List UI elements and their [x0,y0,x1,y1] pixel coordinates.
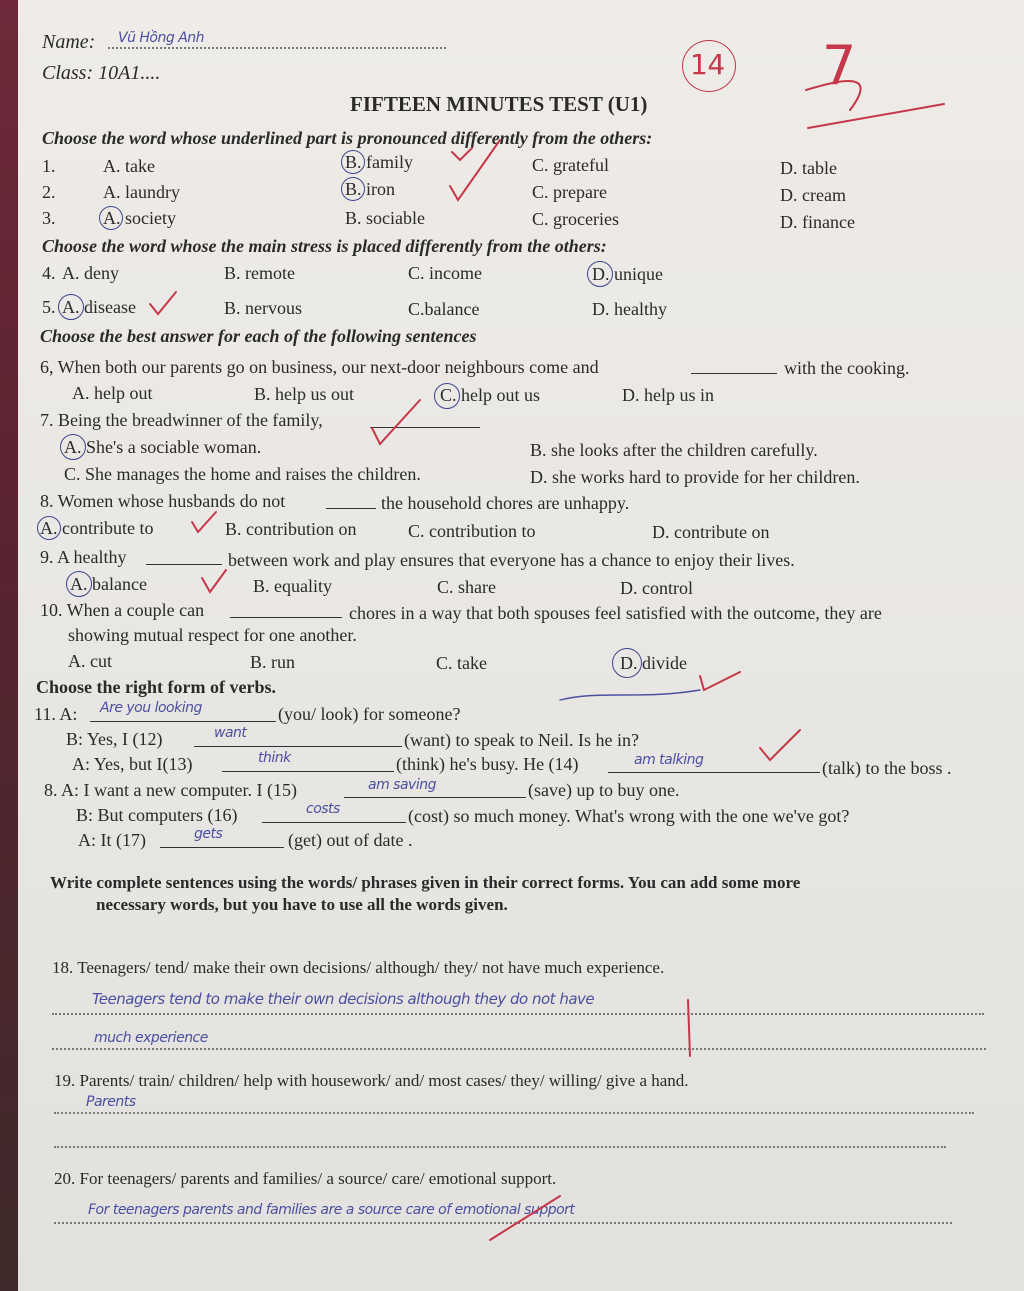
q3-option-b: B. sociable [345,208,425,228]
q8-option-b: B. contribution on [225,519,357,539]
score-mark: 14 [690,48,725,81]
q6-option-a: A. help out [72,383,153,403]
check-mark-q8 [192,512,216,532]
q13-text: (think) he's busy. He (14) [396,754,579,774]
q8-option-c: C. contribution to [408,521,536,541]
q1-option-d: D. table [780,158,837,178]
q5-number: 5. [42,297,56,317]
q6-option-c: C. help out us [440,385,541,405]
q9-stem-start: 9. A healthy [40,547,127,567]
q4-option-c: C. income [408,263,482,283]
q5-option-a: A. disease [62,297,136,317]
q10-option-b: B. run [250,652,295,672]
q17-text: (get) out of date . [288,830,413,850]
check-mark-q1 [452,148,472,160]
q9-option-c: C. share [437,577,496,597]
q7-option-b: B. she looks after the children carefully. [530,440,818,460]
q11-label: 11. A: [34,704,78,724]
q15-answer: am saving [368,777,436,793]
q5-option-c: C.balance [408,299,480,319]
q10-option-c: C. take [436,653,487,673]
q6-stem-end: with the cooking. [784,358,910,378]
q10-stem-end: chores in a way that both spouses feel satisfied with the outcome, they are [349,603,882,623]
q19-prompt: 19. Parents/ train/ children/ help with housework/ and/ most cases/ they/ willing/ give a hand. [54,1071,689,1090]
q17-answer: gets [194,826,223,842]
section2-instruction: Choose the word whose the main stress is placed differently from the others: [42,236,607,256]
name-label: Name: [42,31,96,53]
q3-option-a: A. society [103,208,176,228]
q8-option-d: D. contribute on [652,522,770,542]
q12-label: B: Yes, I (12) [66,729,163,749]
check-mark-q5 [150,292,176,314]
q8-option-a: A. contribute to [40,518,154,538]
q15-label: 8. A: I want a new computer. I (15) [44,780,297,800]
name-handwriting: Vũ Hồng Anh [118,30,205,46]
q8-stem-start: 8. Women whose husbands do not [40,491,286,511]
section1-instruction: Choose the word whose underlined part is pronounced differently from the others: [42,128,653,148]
q3-number: 3. [42,208,56,228]
q8-stem-end: the household chores are unhappy. [381,493,630,513]
q7-stem: 7. Being the breadwinner of the family, [40,410,323,430]
q3-option-c: C. groceries [532,209,619,229]
q18-prompt: 18. Teenagers/ tend/ make their own decisions/ although/ they/ not have much experience. [52,958,665,977]
q11-answer: Are you looking [100,700,202,716]
class-label: Class: 10A1.... [42,62,161,84]
q20-answer-line1: For teenagers parents and families are a source care of emotional support [88,1202,575,1218]
q5-option-b: B. nervous [224,298,302,318]
q16-answer: costs [306,801,340,817]
slash-q18 [688,1000,690,1056]
q1-option-c: C. grateful [532,155,609,175]
check-mark-q9 [202,570,226,592]
section5-instruction-line2: necessary words, but you have to use all the words given. [96,895,508,914]
slash-q20 [490,1196,560,1240]
q19-answer-line1: Parents [86,1094,136,1110]
q11-text: (you/ look) for someone? [278,704,461,724]
q10-option-d: D. divide [620,653,687,673]
q6-stem-start: 6, When both our parents go on business, our next-door neighbours come and [40,357,599,377]
grade-underline [808,104,944,128]
q7-option-d: D. she works hard to provide for her children. [530,467,860,487]
q14-text: (talk) to the boss . [822,758,952,778]
q12-answer: want [214,725,247,741]
check-mark-q2 [450,140,500,200]
section4-instruction: Choose the right form of verbs. [36,677,276,697]
q16-label: B: But computers (16) [76,805,238,825]
section3-instruction: Choose the best answer for each of the following sentences [40,326,477,346]
q10-stem-start: 10. When a couple can [40,600,205,620]
grade-swoosh [806,81,861,110]
q20-prompt: 20. For teenagers/ parents and families/ a source/ care/ emotional support. [54,1169,557,1188]
q10-option-a: A. cut [68,651,112,671]
q7-option-a: A. She's a sociable woman. [64,437,262,457]
check-mark-q7 [372,400,420,444]
q2-option-b: B. iron [345,179,396,199]
q9-option-b: B. equality [253,576,332,596]
q4-option-b: B. remote [224,263,295,283]
check-mark-q14 [760,730,800,760]
q6-option-b: B. help us out [254,384,355,404]
section5-instruction-line1: Write complete sentences using the words/ phrases given in their correct forms. You can add some more [50,873,801,892]
check-mark-q10 [700,672,740,690]
q2-option-a: A. laundry [103,182,180,202]
grade-mark: 7 [822,34,856,97]
q10-stem-continued: showing mutual respect for one another. [68,625,357,645]
q4-number: 4. [42,263,56,283]
q6-option-d: D. help us in [622,385,714,405]
q13-label: A: Yes, but I(13) [72,754,193,774]
q12-text: (want) to speak to Neil. Is he in? [404,730,639,750]
q3-option-d: D. finance [780,212,855,232]
q14-answer: am talking [634,752,704,768]
q16-text: (cost) so much money. What's wrong with the one we've got? [408,806,850,826]
q2-option-c: C. prepare [532,182,607,202]
q18-answer-line2: much experience [94,1030,208,1046]
q13-answer: think [258,750,291,766]
q4-option-d: D. unique [592,264,663,284]
q9-option-a: A. balance [70,574,147,594]
q1-option-b: B. family [345,152,413,172]
q9-stem-end: between work and play ensures that everyone has a chance to enjoy their lives. [228,550,795,570]
q18-answer-line1: Teenagers tend to make their own decisions although they do not have [92,990,595,1008]
q5-option-d: D. healthy [592,299,667,319]
q2-number: 2. [42,182,56,202]
q1-option-a: A. take [103,156,155,176]
q7-option-c: C. She manages the home and raises the children. [64,464,421,484]
q17-label: A: It (17) [78,830,146,850]
scribble-mark [560,690,700,700]
test-title: FIFTEEN MINUTES TEST (U1) [350,92,648,116]
q4-option-a: A. deny [62,263,119,283]
q1-number: 1. [42,156,56,176]
q15-text: (save) up to buy one. [528,780,680,800]
q9-option-d: D. control [620,578,693,598]
q2-option-d: D. cream [780,185,846,205]
